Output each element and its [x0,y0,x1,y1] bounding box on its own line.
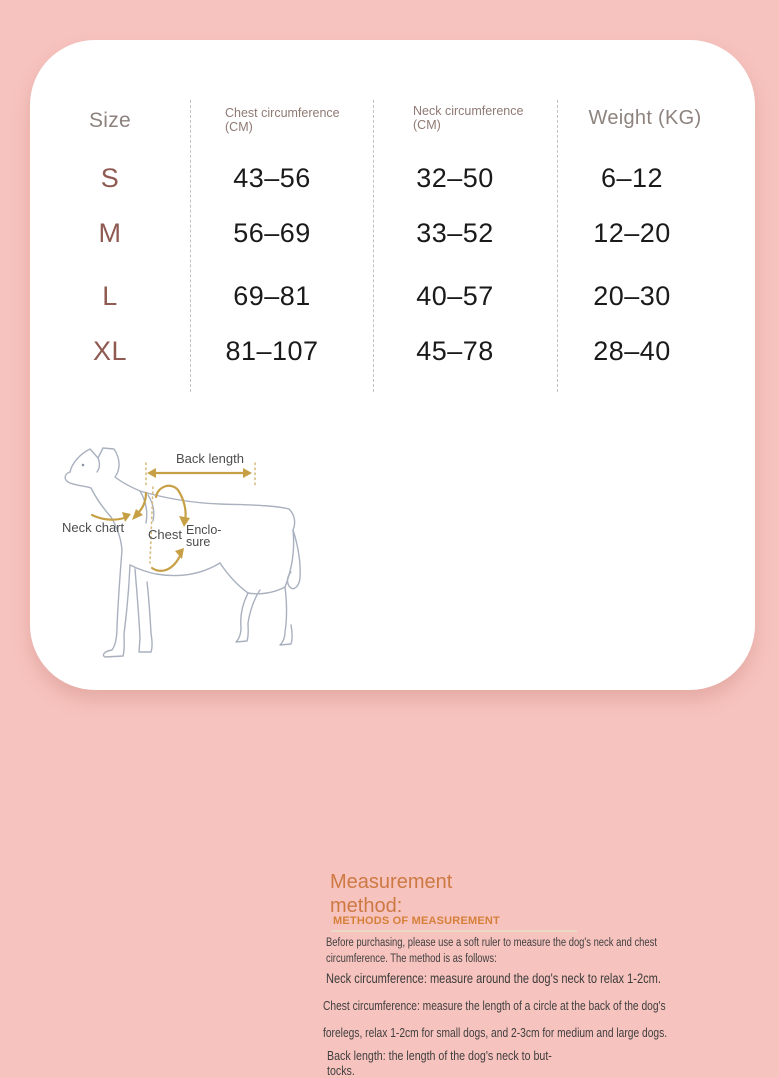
enclosure-label-line2: sure [186,534,211,549]
row-xl-chest: 81–107 [225,336,319,366]
method-heading: Measurement method: [330,871,453,917]
row-l-label: L [102,281,118,311]
row-s-label: S [100,163,120,193]
method-chest-instruction-line2: forelegs, relax 1-2cm for small dogs, and 2-3cm for medium and large dogs. [323,1026,668,1040]
back-length-label: Back length [176,451,244,466]
col-header-chest-line2: (CM) [225,120,253,134]
method-intro-line1: Before purchasing, please use a soft ruler to measure the dog's neck and chest [326,937,658,949]
row-m-neck: 33–52 [416,218,494,248]
col-header-size: Size [88,109,132,132]
method-back-instruction [327,1048,552,1078]
row-s-weight: 6–12 [600,163,664,193]
chest-label: Chest [148,527,182,542]
method-back-line2: tocks. [327,1063,355,1078]
neck-chart-label: Neck chart [62,520,125,535]
col-header-chest [225,106,375,134]
col-header-weight: Weight (KG) [588,107,702,129]
row-l-weight: 20–30 [593,281,671,311]
col-header-chest-line1: Chest circumference [225,106,340,120]
row-s-chest: 43–56 [233,163,311,193]
row-l-neck: 40–57 [416,281,494,311]
method-back-line1: Back length: the length of the dog's neck to but- [327,1048,552,1063]
col-header-neck-line2: (CM) [413,118,441,132]
measurement-method-section [0,430,779,1078]
method-subheading-underline [331,930,577,932]
col-header-neck-line1: Neck circumference [413,104,524,118]
method-intro [326,935,657,967]
method-subheading: METHODS OF MEASUREMENT [333,915,500,927]
method-neck-instruction: Neck circumference: measure around the dog's neck to relax 1-2cm. [326,971,661,986]
row-l-chest: 69–81 [233,281,311,311]
row-m-weight: 12–20 [593,218,671,248]
row-s-neck: 32–50 [416,163,494,193]
row-m-chest: 56–69 [233,218,311,248]
row-xl-neck: 45–78 [416,336,494,366]
method-chest-instruction-line1: Chest circumference: measure the length of a circle at the back of the dog's [323,999,666,1013]
row-xl-weight: 28–40 [593,336,671,366]
col-header-neck [413,104,563,132]
method-intro-line2: circumference. The method is as follows: [326,953,497,965]
size-table [0,0,779,400]
row-m-label: M [98,218,122,248]
enclosure-label-line1: Enclo- [186,523,222,537]
row-xl-label: XL [92,336,128,366]
